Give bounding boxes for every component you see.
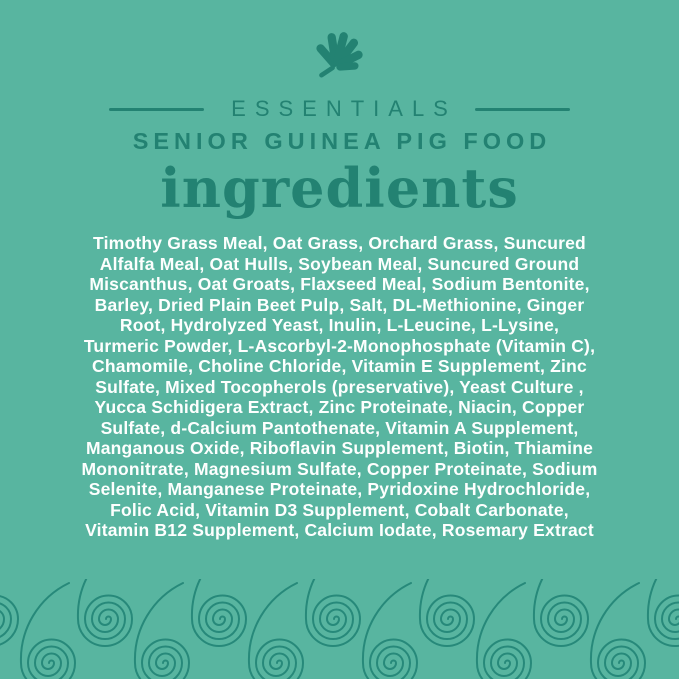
eyebrow-label: ESSENTIALS — [231, 96, 457, 121]
ingredients-list — [0, 233, 679, 541]
section-title: ingredients — [160, 156, 519, 220]
ingredients-line: Sulfate, d-Calcium Pantothenate, Vitamin A Supplement, — [100, 417, 579, 438]
ingredients-line: Alfalfa Meal, Oat Hulls, Soybean Meal, Suncured Ground — [99, 253, 580, 274]
ingredients-line: Selenite, Manganese Proteinate, Pyridoxine Hydrochloride, — [88, 479, 591, 499]
ingredients-line: Chamomile, Choline Chloride, Vitamin E Supplement, Zinc — [92, 356, 587, 376]
leaf-splat-icon — [309, 0, 371, 78]
ingredients-line: Turmeric Powder, L-Ascorbyl-2-Monophosphate (Vitamin C), — [83, 335, 596, 356]
ingredients-line: Folic Acid, Vitamin D3 Supplement, Cobalt Carbonate, — [110, 499, 569, 520]
ingredients-line: Mononitrate, Magnesium Sulfate, Copper Proteinate, Sodium — [81, 458, 598, 479]
ingredients-line: Root, Hydrolyzed Yeast, Inulin, L-Leucine, L-Lysine, — [119, 315, 560, 335]
ingredients-line: Manganous Oxide, Riboflavin Supplement, Biotin, Thiamine — [85, 438, 594, 458]
ingredients-line: Vitamin B12 Supplement, Calcium Iodate, Rosemary Extract — [85, 520, 594, 540]
right-dash-rule — [475, 108, 570, 111]
spiral-swirl-border — [0, 579, 679, 679]
ingredients-line: Timothy Grass Meal, Oat Grass, Orchard Grass, Suncured — [93, 233, 586, 253]
ingredients-line: Sulfate, Mixed Tocopherols (preservative), Yeast Culture , — [95, 376, 584, 397]
essentials-eyebrow-row — [0, 96, 679, 122]
ingredients-line: Yucca Schidigera Extract, Zinc Proteinate, Niacin, Copper — [94, 397, 585, 417]
ingredients-line: Barley, Dried Plain Beet Pulp, Salt, DL-Methionine, Ginger — [94, 294, 585, 315]
ingredients-line: Miscanthus, Oat Groats, Flaxseed Meal, Sodium Bentonite, — [89, 274, 590, 294]
left-dash-rule — [109, 108, 204, 111]
leaf-splat-icon-svg — [310, 28, 370, 78]
product-name: SENIOR GUINEA PIG FOOD — [132, 128, 552, 154]
